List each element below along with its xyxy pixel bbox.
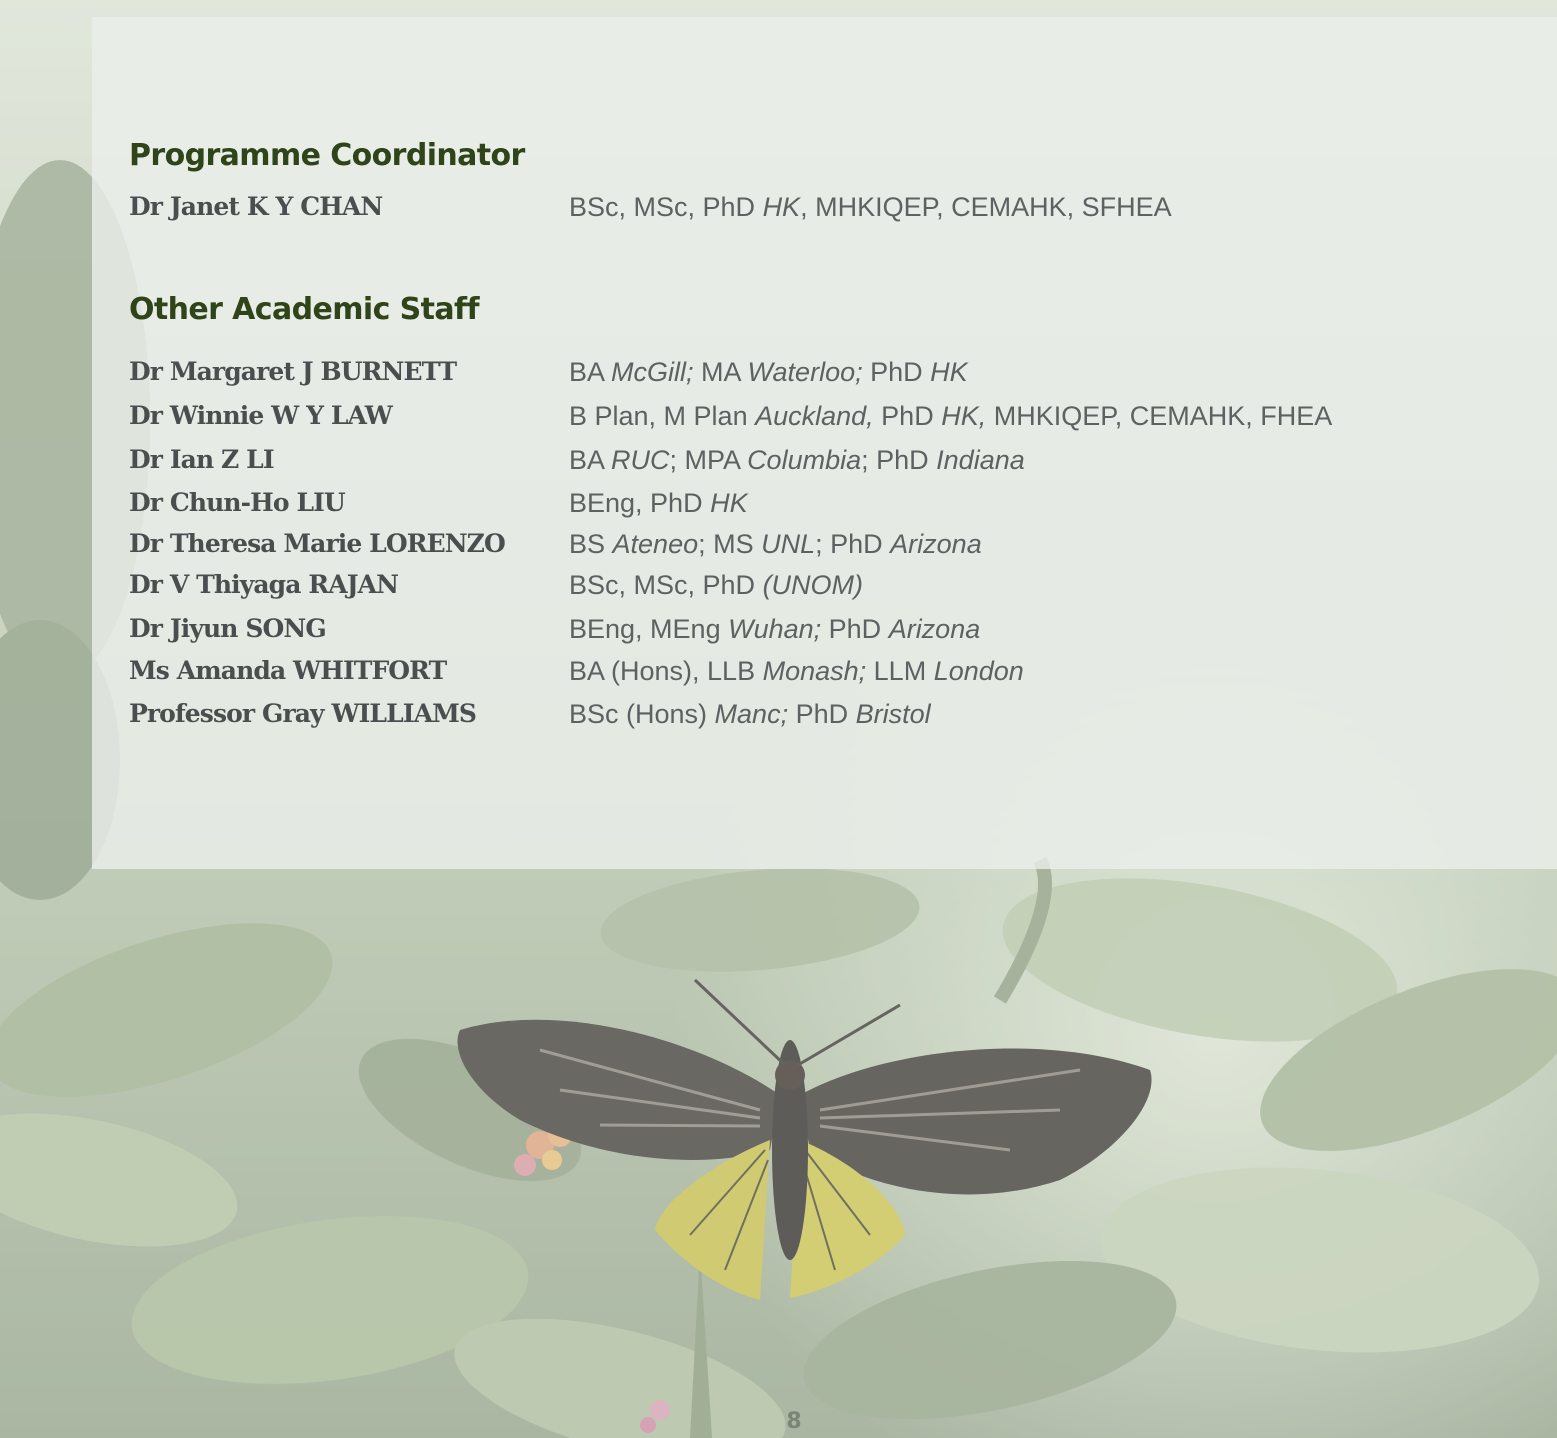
- institution-text: (UNOM): [762, 570, 864, 600]
- staff-row: [129, 401, 1429, 433]
- staff-qualifications: [569, 529, 982, 560]
- institution-text: Waterloo;: [747, 357, 863, 387]
- staff-qualifications: [569, 401, 1332, 432]
- staff-row: [129, 614, 1429, 646]
- institution-text: Monash;: [762, 656, 867, 686]
- degree-text: LLM: [866, 656, 934, 686]
- staff-qualifications: [569, 357, 968, 388]
- institution-text: McGill;: [611, 357, 694, 387]
- staff-name: Dr Chun-Ho LIU: [129, 488, 345, 517]
- page-number: 8: [786, 1409, 802, 1434]
- institution-text: RUC: [611, 445, 670, 475]
- institution-text: UNL: [761, 529, 816, 559]
- degree-text: BSc, MSc, PhD: [569, 570, 763, 600]
- staff-qualifications: [569, 699, 931, 730]
- staff-qualifications: [569, 656, 1024, 687]
- institution-text: HK: [710, 488, 748, 518]
- institution-text: Wuhan;: [728, 614, 822, 644]
- degree-text: MHKIQEP, CEMAHK, FHEA: [986, 401, 1333, 431]
- degree-text: PhD: [862, 357, 931, 387]
- institution-text: Ateneo: [612, 529, 699, 559]
- institution-text: Auckland,: [755, 401, 874, 431]
- staff-qualifications: [569, 192, 1172, 223]
- institution-text: Bristol: [855, 699, 931, 729]
- staff-name: Dr Jiyun SONG: [129, 614, 326, 643]
- staff-qualifications: [569, 445, 1025, 476]
- staff-name: Dr Winnie W Y LAW: [129, 401, 392, 430]
- degree-text: BA: [569, 357, 612, 387]
- staff-qualifications: [569, 488, 748, 519]
- degree-text: BEng, MEng: [569, 614, 729, 644]
- institution-text: Indiana: [936, 445, 1025, 475]
- degree-text: BEng, PhD: [569, 488, 711, 518]
- staff-row: [129, 529, 1429, 561]
- degree-text: ; MS: [698, 529, 762, 559]
- staff-name: Dr V Thiyaga RAJAN: [129, 570, 399, 599]
- staff-row: [129, 699, 1429, 731]
- staff-row: [129, 570, 1429, 602]
- degree-text: BA (Hons), LLB: [569, 656, 763, 686]
- staff-name: Ms Amanda WHITFORT: [129, 656, 447, 685]
- degree-text: , MHKIQEP, CEMAHK, SFHEA: [800, 192, 1172, 222]
- staff-name: Dr Margaret J BURNETT: [129, 357, 457, 386]
- degree-text: BS: [569, 529, 613, 559]
- institution-text: HK: [930, 357, 968, 387]
- degree-text: ; MPA: [669, 445, 748, 475]
- other-academic-staff-heading: Other Academic Staff: [129, 292, 479, 327]
- staff-row: [129, 488, 1429, 520]
- staff-name: Professor Gray WILLIAMS: [129, 699, 477, 728]
- institution-text: HK,: [941, 401, 987, 431]
- degree-text: PhD: [873, 401, 942, 431]
- degree-text: BSc (Hons): [569, 699, 715, 729]
- staff-row: [129, 445, 1429, 477]
- degree-text: ; PhD: [815, 529, 891, 559]
- degree-text: MA: [693, 357, 748, 387]
- degree-text: BSc, MSc, PhD: [569, 192, 763, 222]
- staff-row: [129, 357, 1429, 389]
- institution-text: Arizona: [890, 529, 982, 559]
- staff-qualifications: [569, 570, 863, 601]
- institution-text: Manc;: [714, 699, 789, 729]
- programme-coordinator-heading: Programme Coordinator: [129, 138, 525, 173]
- institution-text: Arizona: [888, 614, 981, 644]
- institution-text: Columbia: [747, 445, 862, 475]
- institution-text: London: [933, 656, 1024, 686]
- degree-text: PhD: [788, 699, 856, 729]
- degree-text: PhD: [821, 614, 889, 644]
- staff-row: [129, 192, 1429, 224]
- degree-text: B Plan, M Plan: [569, 401, 756, 431]
- staff-qualifications: [569, 614, 980, 645]
- staff-name: Dr Theresa Marie LORENZO: [129, 529, 505, 558]
- staff-name: Dr Janet K Y CHAN: [129, 192, 383, 221]
- institution-text: HK: [762, 192, 801, 222]
- staff-name: Dr Ian Z LI: [129, 445, 274, 474]
- degree-text: ; PhD: [861, 445, 937, 475]
- staff-row: [129, 656, 1429, 688]
- degree-text: BA: [569, 445, 612, 475]
